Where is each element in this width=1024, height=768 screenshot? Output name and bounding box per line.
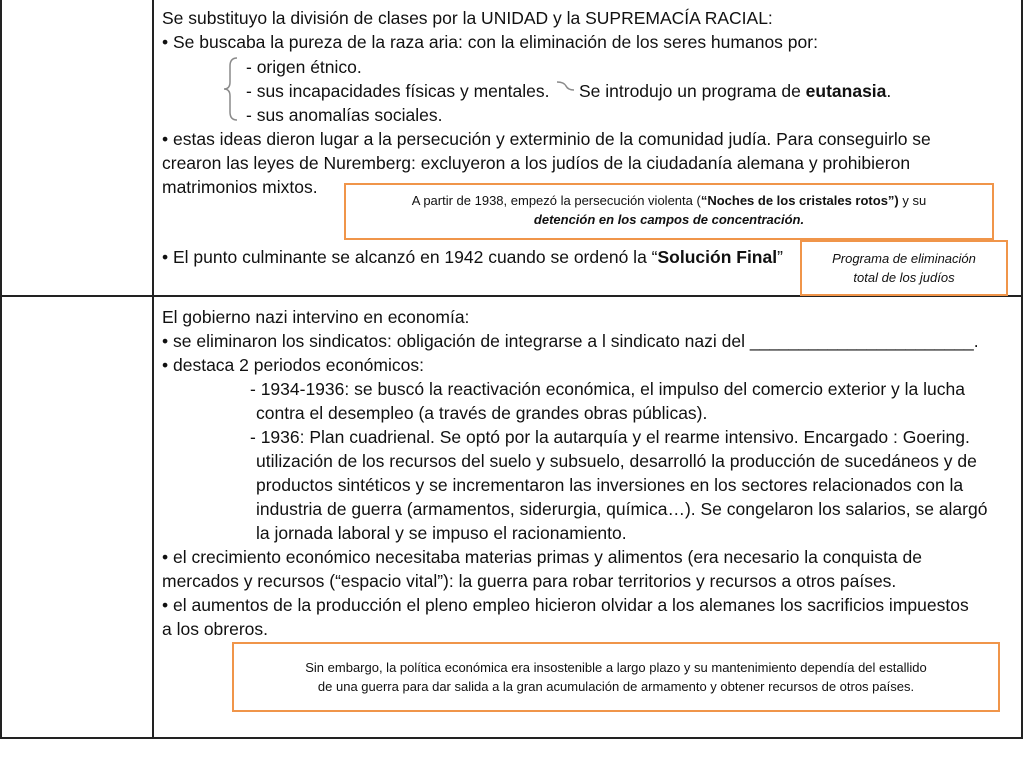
- row1-line8: matrimonios mixtos.: [162, 177, 318, 197]
- note-bold: eutanasia: [805, 81, 887, 101]
- row2-l1: El gobierno nazi intervino en economía:: [162, 307, 470, 327]
- line9-bold: Solución Final: [657, 247, 778, 267]
- row2-l12: mercados y recursos (“espacio vital”): la guerra para robar territorios y recursos a otros países.: [162, 571, 897, 591]
- box1-line1: [352, 191, 986, 210]
- column-divider: [152, 0, 154, 738]
- row2-l8: productos sintéticos y se incrementaron las inversiones en los sectores relacionados con la: [256, 475, 964, 495]
- callout-box-final-solution: [800, 240, 1008, 296]
- box3-line2: de una guerra para dar salida a la gran acumulación de armamento y obtener recursos de otros países.: [317, 679, 915, 694]
- row1-line7: crearon las leyes de Nuremberg: excluyeron a los judíos de la ciudadanía alemana y prohibieron: [162, 153, 911, 173]
- row1-sub3: - sus anomalías sociales.: [246, 105, 443, 125]
- box3-line1: Sin embargo, la política económica era insostenible a largo plazo y su mantenimiento dependía del estallido: [305, 660, 927, 675]
- box1-line2: detención en los campos de concentración.: [533, 212, 805, 227]
- note-suffix: .: [886, 81, 892, 101]
- row1-sub2: - sus incapacidades físicas y mentales.: [246, 81, 550, 101]
- row2-l7: utilización de los recursos del suelo y subsuelo, desarrolló la producción de sucedáneos y de: [256, 451, 977, 471]
- row2-l4: - 1934-1936: se buscó la reactivación económica, el impulso del comercio exterior y la lucha: [250, 379, 965, 399]
- row2-l6: - 1936: Plan cuadrienal. Se optó por la autarquía y el rearme intensivo. Encargado : Goering.: [250, 427, 970, 447]
- row2-l10: la jornada laboral y se impuso el racionamiento.: [256, 523, 627, 543]
- box2-line2: total de los judíos: [853, 270, 955, 285]
- callout-box-economic-policy: [232, 642, 1000, 712]
- row1-line2: • Se buscaba la pureza de la raza aria: con la eliminación de los seres humanos por:: [162, 32, 818, 52]
- row2-l14: a los obreros.: [162, 619, 269, 639]
- row1-line9: [162, 246, 783, 270]
- row2-l3: • destaca 2 periodos económicos:: [162, 355, 424, 375]
- callout-box-persecution: [344, 183, 994, 240]
- row2-l5: contra el desempleo (a través de grandes obras públicas).: [256, 403, 708, 423]
- box1-part1: A partir de 1938, empezó la persecución violenta (: [411, 193, 701, 208]
- box1-part1-bold: “Noches de los cristales rotos”): [700, 193, 899, 208]
- right-brace-icon: [554, 76, 578, 100]
- line9-prefix: • El punto culminante se alcanzó en 1942 cuando se ordenó la “: [162, 247, 658, 267]
- table-right-border: [1021, 0, 1023, 738]
- row2-l2: • se eliminaron los sindicatos: obligación de integrarse a l sindicato nazi del _______________________.: [162, 331, 979, 351]
- row1-sub1: - origen étnico.: [246, 57, 362, 77]
- box2-line1: Programa de eliminación: [832, 251, 976, 266]
- line9-suffix: ”: [777, 247, 783, 267]
- table-left-border: [0, 0, 2, 738]
- row2-l9: industria de guerra (armamentos, siderurgia, química…). Se congelaron los salarios, se alargó: [256, 499, 988, 519]
- row2-l11: • el crecimiento económico necesitaba materias primas y alimentos (era necesario la conquista de: [162, 547, 922, 567]
- row2-l13: • el aumentos de la producción el pleno empleo hicieron olvidar a los alemanes los sacrificios impuestos: [162, 595, 969, 615]
- row1-line1: Se substituyo la división de clases por la UNIDAD y la SUPREMACÍA RACIAL:: [162, 8, 773, 28]
- left-brace-icon: [222, 56, 240, 122]
- box1-part2: y su: [898, 193, 927, 208]
- note-prefix: Se introdujo un programa de: [579, 81, 806, 101]
- table-bottom-border: [0, 737, 1023, 739]
- row1-sub2-note: [579, 80, 891, 104]
- row1-line6: • estas ideas dieron lugar a la persecución y exterminio de la comunidad judía. Para conseguirlo se: [162, 129, 931, 149]
